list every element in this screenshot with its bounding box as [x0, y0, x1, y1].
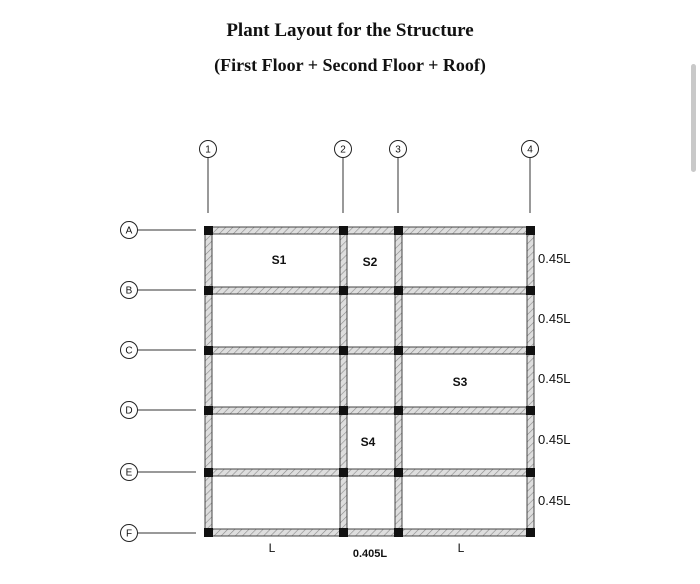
column-a3: [394, 226, 403, 235]
column-e4: [526, 468, 535, 477]
column-f3: [394, 528, 403, 537]
row-spacing-label-cd: 0.45L: [538, 371, 571, 386]
column-f1: [204, 528, 213, 537]
beam-col-2: [340, 227, 347, 536]
column-e2: [339, 468, 348, 477]
grid-bubble-a: [121, 222, 138, 239]
span-label-1-2: L: [268, 541, 276, 555]
grid-label-a: A: [125, 225, 133, 237]
column-b1: [204, 286, 213, 295]
grid-bubble-1: [200, 141, 217, 158]
column-b4: [526, 286, 535, 295]
column-d2: [339, 406, 348, 415]
beam-row-b: [205, 287, 533, 294]
grid-bubble-d: [121, 402, 138, 419]
column-f2: [339, 528, 348, 537]
slab-label-s3: S3: [452, 375, 468, 389]
grid-label-c: C: [125, 345, 133, 357]
beam-row-d: [205, 407, 533, 414]
grid-label-3: 3: [395, 144, 401, 156]
beam-col-3: [395, 227, 402, 536]
slab-label-s2: S2: [362, 255, 378, 269]
column-c4: [526, 346, 535, 355]
beam-row-e: [205, 469, 533, 476]
grid-label-b: B: [125, 285, 133, 297]
row-spacing-label-ab: 0.45L: [538, 251, 571, 266]
grid-bubble-b: [121, 282, 138, 299]
grid-bubble-3: [390, 141, 407, 158]
beam-col-4: [527, 227, 534, 536]
column-a1: [204, 226, 213, 235]
span-label-2-3: 0.405L: [352, 548, 388, 560]
column-d3: [394, 406, 403, 415]
grid-label-f: F: [125, 528, 133, 540]
beam-row-a: [205, 227, 533, 234]
row-spacing-label-bc: 0.45L: [538, 311, 571, 326]
beam-row-f: [205, 529, 533, 536]
column-a2: [339, 226, 348, 235]
column-c1: [204, 346, 213, 355]
grid-bubble-c: [121, 342, 138, 359]
column-b3: [394, 286, 403, 295]
column-b2: [339, 286, 348, 295]
column-c2: [339, 346, 348, 355]
grid-bubble-f: [121, 525, 138, 542]
grid-bubble-e: [121, 464, 138, 481]
column-a4: [526, 226, 535, 235]
grid-label-e: E: [125, 467, 133, 479]
column-c3: [394, 346, 403, 355]
grid-label-1: 1: [205, 144, 211, 156]
row-spacing-label-ef: 0.45L: [538, 493, 571, 508]
grid-label-2: 2: [340, 144, 346, 156]
column-e3: [394, 468, 403, 477]
row-spacing-label-de: 0.45L: [538, 432, 571, 447]
slab-label-s1: S1: [271, 253, 287, 267]
grid-bubble-2: [335, 141, 352, 158]
plan-subtitle: (First Floor + Second Floor + Roof): [214, 55, 486, 75]
grid-label-d: D: [125, 405, 133, 417]
column-f4: [526, 528, 535, 537]
plan-title: Plant Layout for the Structure: [226, 20, 474, 41]
column-e1: [204, 468, 213, 477]
column-d4: [526, 406, 535, 415]
grid-bubble-4: [522, 141, 539, 158]
beam-row-c: [205, 347, 533, 354]
vertical-scrollbar[interactable]: [691, 64, 696, 172]
slab-label-s4: S4: [360, 435, 376, 449]
beam-col-1: [205, 227, 212, 536]
span-label-3-4: L: [457, 541, 465, 555]
column-d1: [204, 406, 213, 415]
grid-label-4: 4: [527, 144, 533, 156]
